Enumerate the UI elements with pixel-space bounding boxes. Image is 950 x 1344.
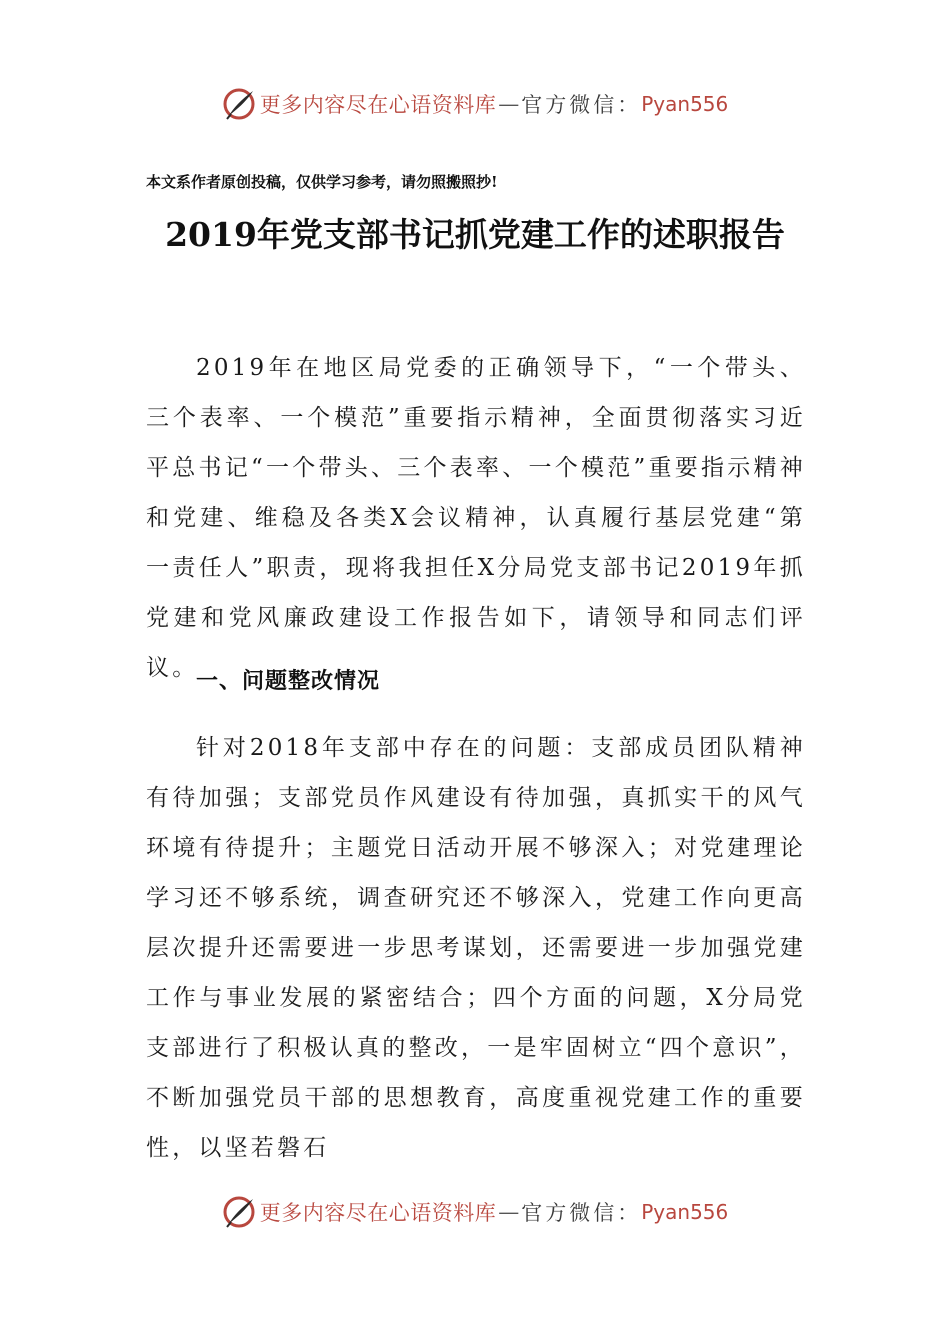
footer-watermark-banner [0, 1190, 950, 1234]
intro-paragraph: 2019年在地区局党委的正确领导下，“一个带头、三个表率、一个模范”重要指示精神，全面贯彻落实习近平总书记“一个带头、三个表率、一个模范”重要指示精神和党建、维稳及各类X会议精神，认真履行基层党建“第一责任人”职责，现将我担任X分局党支部书记2019年抓党建和党风廉政建设工作报告如下，请领导和同志们评议。 [146, 355, 806, 681]
header-watermark-banner [0, 82, 950, 126]
footer-dash: — [498, 1200, 520, 1224]
footer-wechat-id: Pyan556 [641, 1200, 729, 1224]
footer-official-label: 官方微信： [521, 1201, 642, 1225]
footer-brand-text: 更多内容尽在心语资料库 [259, 1201, 497, 1225]
header-brand-text: 更多内容尽在心语资料库 [259, 93, 497, 117]
document-title: 2019年党支部书记抓党建工作的述职报告 [165, 215, 785, 254]
header-wechat-id: Pyan556 [641, 92, 729, 116]
header-dash: — [498, 92, 520, 116]
header-official-label: 官方微信： [521, 93, 642, 117]
quill-pen-logo-icon [222, 1195, 256, 1229]
section-1-paragraph: 针对2018年支部中存在的问题：支部成员团队精神有待加强；支部党员作风建设有待加强，真抓实干的风气环境有待提升；主题党日活动开展不够深入；对党建理论学习还不够系统，调查研究还不够深入，党建工作向更高层次提升还需要进一步思考谋划，还需要进一步加强党建工作与事业发展的紧密结合；四个方面的问题，X分局党支部进行了积极认真的整改，一是牢固树立“四个意识”，不断加强党员干部的思想教育，高度重视党建工作的重要性，以坚若磐石 [146, 735, 806, 1161]
quill-pen-logo-icon [222, 87, 256, 121]
section-1-heading: 一、问题整改情况 [196, 669, 381, 694]
copyright-notice: 本文系作者原创投稿，仅供学习参考，请勿照搬照抄! [146, 173, 498, 191]
